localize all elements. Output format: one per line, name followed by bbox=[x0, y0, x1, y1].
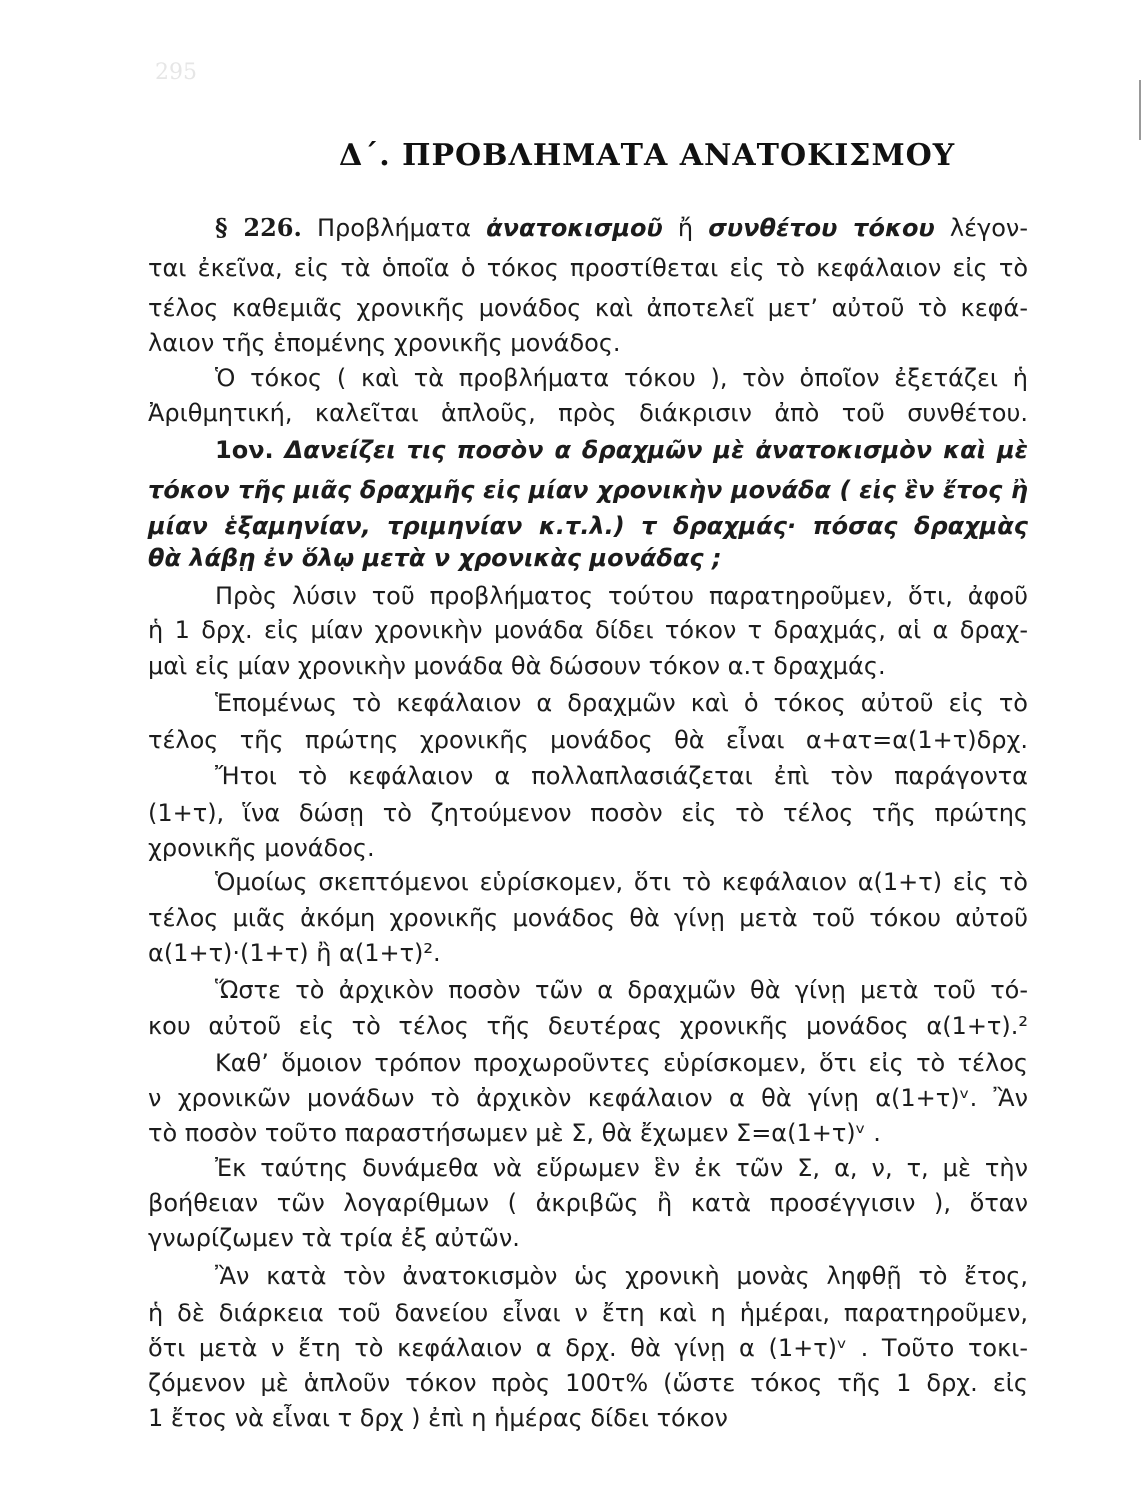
sec226-line-1: § 226. Προβλήματα ἀνατοκισμοῦ ἤ συνθέτου τόκου λέγον- bbox=[215, 213, 1028, 242]
section-number: § 226. bbox=[215, 213, 302, 242]
solution-line: α(1+τ)·(1+τ) ἢ α(1+τ)². bbox=[148, 939, 441, 967]
solution-line: Ἤτοι τὸ κεφάλαιον α πολλαπλασιάζεται ἐπὶ τὸν παράγοντα bbox=[215, 762, 1028, 790]
solution-line: Ἂν κατὰ τὸν ἀνατοκισμὸν ὡς χρονικὴ μονὰς ληφθῇ τὸ ἔτος, bbox=[215, 1262, 1028, 1290]
solution-line: ζόμενον μὲ ἁπλοῦν τόκον πρὸς 100τ% (ὥστε τόκος τῆς 1 δρχ. εἰς bbox=[148, 1369, 1028, 1397]
solution-line: βοήθειαν τῶν λογαρίθμων ( ἀκριβῶς ἢ κατὰ προσέγγισιν ), ὅταν bbox=[148, 1189, 1028, 1217]
solution-line: Πρὸς λύσιν τοῦ προβλήματος τούτου παρατηροῦμεν, ὅτι, ἀφοῦ bbox=[215, 582, 1028, 610]
solution-line: μαὶ εἰς μίαν χρονικὴν μονάδα θὰ δώσουν τόκον α.τ δραχμάς. bbox=[148, 652, 886, 680]
section-heading: Δ΄. ΠΡΟΒΛΗΜΑΤΑ ΑΝΑΤΟΚΙΣΜΟΥ bbox=[339, 138, 956, 173]
sec226-line-4: λαιον τῆς ἑπομένης χρονικῆς μονάδος. bbox=[148, 329, 621, 357]
problem1-line-2: τόκον τῆς μιᾶς δραχμῆς εἰς μίαν χρονικὴν μονάδα ( εἰς ἓν ἔτος ἢ bbox=[148, 476, 1028, 504]
simple-interest-line-1: Ὁ τόκος ( καὶ τὰ προβλήματα τόκου ), τὸν ὁποῖον ἐξετάζει ἡ bbox=[215, 364, 1028, 392]
simple-interest-line-2: Ἀριθμητική, καλεῖται ἁπλοῦς, πρὸς διάκρισιν ἀπὸ τοῦ συνθέτου. bbox=[148, 399, 1028, 427]
solution-line: Ὁμοίως σκεπτόμενοι εὑρίσκομεν, ὅτι τὸ κεφάλαιον α(1+τ) εἰς τὸ bbox=[215, 868, 1028, 896]
solution-line: Καθ’ ὅμοιον τρόπον προχωροῦντες εὑρίσκομεν, ὅτι εἰς τὸ τέλος bbox=[215, 1049, 1028, 1077]
show-through-page-number: 295 bbox=[155, 60, 197, 85]
solution-line: Ἐκ ταύτης δυνάμεθα νὰ εὕρωμεν ἓν ἐκ τῶν Σ, α, ν, τ, μὲ τὴν bbox=[215, 1154, 1028, 1182]
solution-line: χρονικῆς μονάδος. bbox=[148, 834, 375, 862]
solution-line: Ὥστε τὸ ἀρχικὸν ποσὸν τῶν α δραχμῶν θὰ γίνῃ μετὰ τοῦ τό- bbox=[215, 976, 1028, 1004]
problem-label: 1ον. bbox=[215, 436, 274, 464]
term-compound-interest: ἀνατοκισμοῦ bbox=[486, 214, 663, 242]
solution-line: ἡ 1 δρχ. εἰς μίαν χρονικὴν μονάδα δίδει τόκον τ δραχμάς, αἱ α δραχ- bbox=[148, 616, 1028, 644]
solution-line: Ἑπομένως τὸ κεφάλαιον α δραχμῶν καὶ ὁ τόκος αὐτοῦ εἰς τὸ bbox=[215, 689, 1028, 717]
solution-line: τέλος μιᾶς ἀκόμη χρονικῆς μονάδος θὰ γίνῃ μετὰ τοῦ τόκου αὐτοῦ bbox=[148, 904, 1028, 932]
solution-line: γνωρίζωμεν τὰ τρία ἐξ αὐτῶν. bbox=[148, 1224, 520, 1252]
solution-line: 1 ἔτος νὰ εἶναι τ δρχ ) ἐπὶ η ἡμέρας δίδει τόκον bbox=[148, 1404, 728, 1432]
solution-line: ὅτι μετὰ ν ἔτη τὸ κεφάλαιον α δρχ. θὰ γίνῃ α (1+τ)ᵛ . Τοῦτο τοκι- bbox=[148, 1334, 1028, 1362]
problem1-line-1: 1ον. Δανείζει τις ποσὸν α δραχμῶν μὲ ἀνατοκισμὸν καὶ μὲ bbox=[215, 436, 1028, 464]
solution-line: κου αὐτοῦ εἰς τὸ τέλος τῆς δευτέρας χρονικῆς μονάδος α(1+τ).² bbox=[148, 1012, 1028, 1040]
solution-line: ἡ δὲ διάρκεια τοῦ δανείου εἶναι ν ἔτη καὶ η ἡμέραι, παρατηροῦμεν, bbox=[148, 1299, 1028, 1327]
term-compound-interest-alt: συνθέτου τόκου bbox=[708, 214, 935, 242]
sec226-line-2: ται ἐκεῖνα, εἰς τὰ ὁποῖα ὁ τόκος προστίθεται εἰς τὸ κεφάλαιον εἰς τὸ bbox=[148, 254, 1028, 282]
problem1-line-3: μίαν ἑξαμηνίαν, τριμηνίαν κ.τ.λ.) τ δραχμάς· πόσας δραχμὰς bbox=[148, 512, 1028, 540]
solution-line: (1+τ), ἵνα δώσῃ τὸ ζητούμενον ποσὸν εἰς τὸ τέλος τῆς πρώτης bbox=[148, 799, 1028, 827]
solution-line: τέλος τῆς πρώτης χρονικῆς μονάδος θὰ εἶναι α+ατ=α(1+τ)δρχ. bbox=[148, 726, 1028, 754]
solution-line: ν χρονικῶν μονάδων τὸ ἀρχικὸν κεφάλαιον α θὰ γίνῃ α(1+τ)ᵛ. Ἂν bbox=[148, 1084, 1028, 1112]
sec226-line-3: τέλος καθεμιᾶς χρονικῆς μονάδος καὶ ἀποτελεῖ μετ’ αὐτοῦ τὸ κεφά- bbox=[148, 294, 1028, 322]
solution-line: τὸ ποσὸν τοῦτο παραστήσωμεν μὲ Σ, θὰ ἔχωμεν Σ=α(1+τ)ᵛ . bbox=[148, 1119, 881, 1147]
problem1-line-4: θὰ λάβῃ ἐν ὅλῳ μετὰ ν χρονικὰς μονάδας ; bbox=[148, 544, 722, 572]
